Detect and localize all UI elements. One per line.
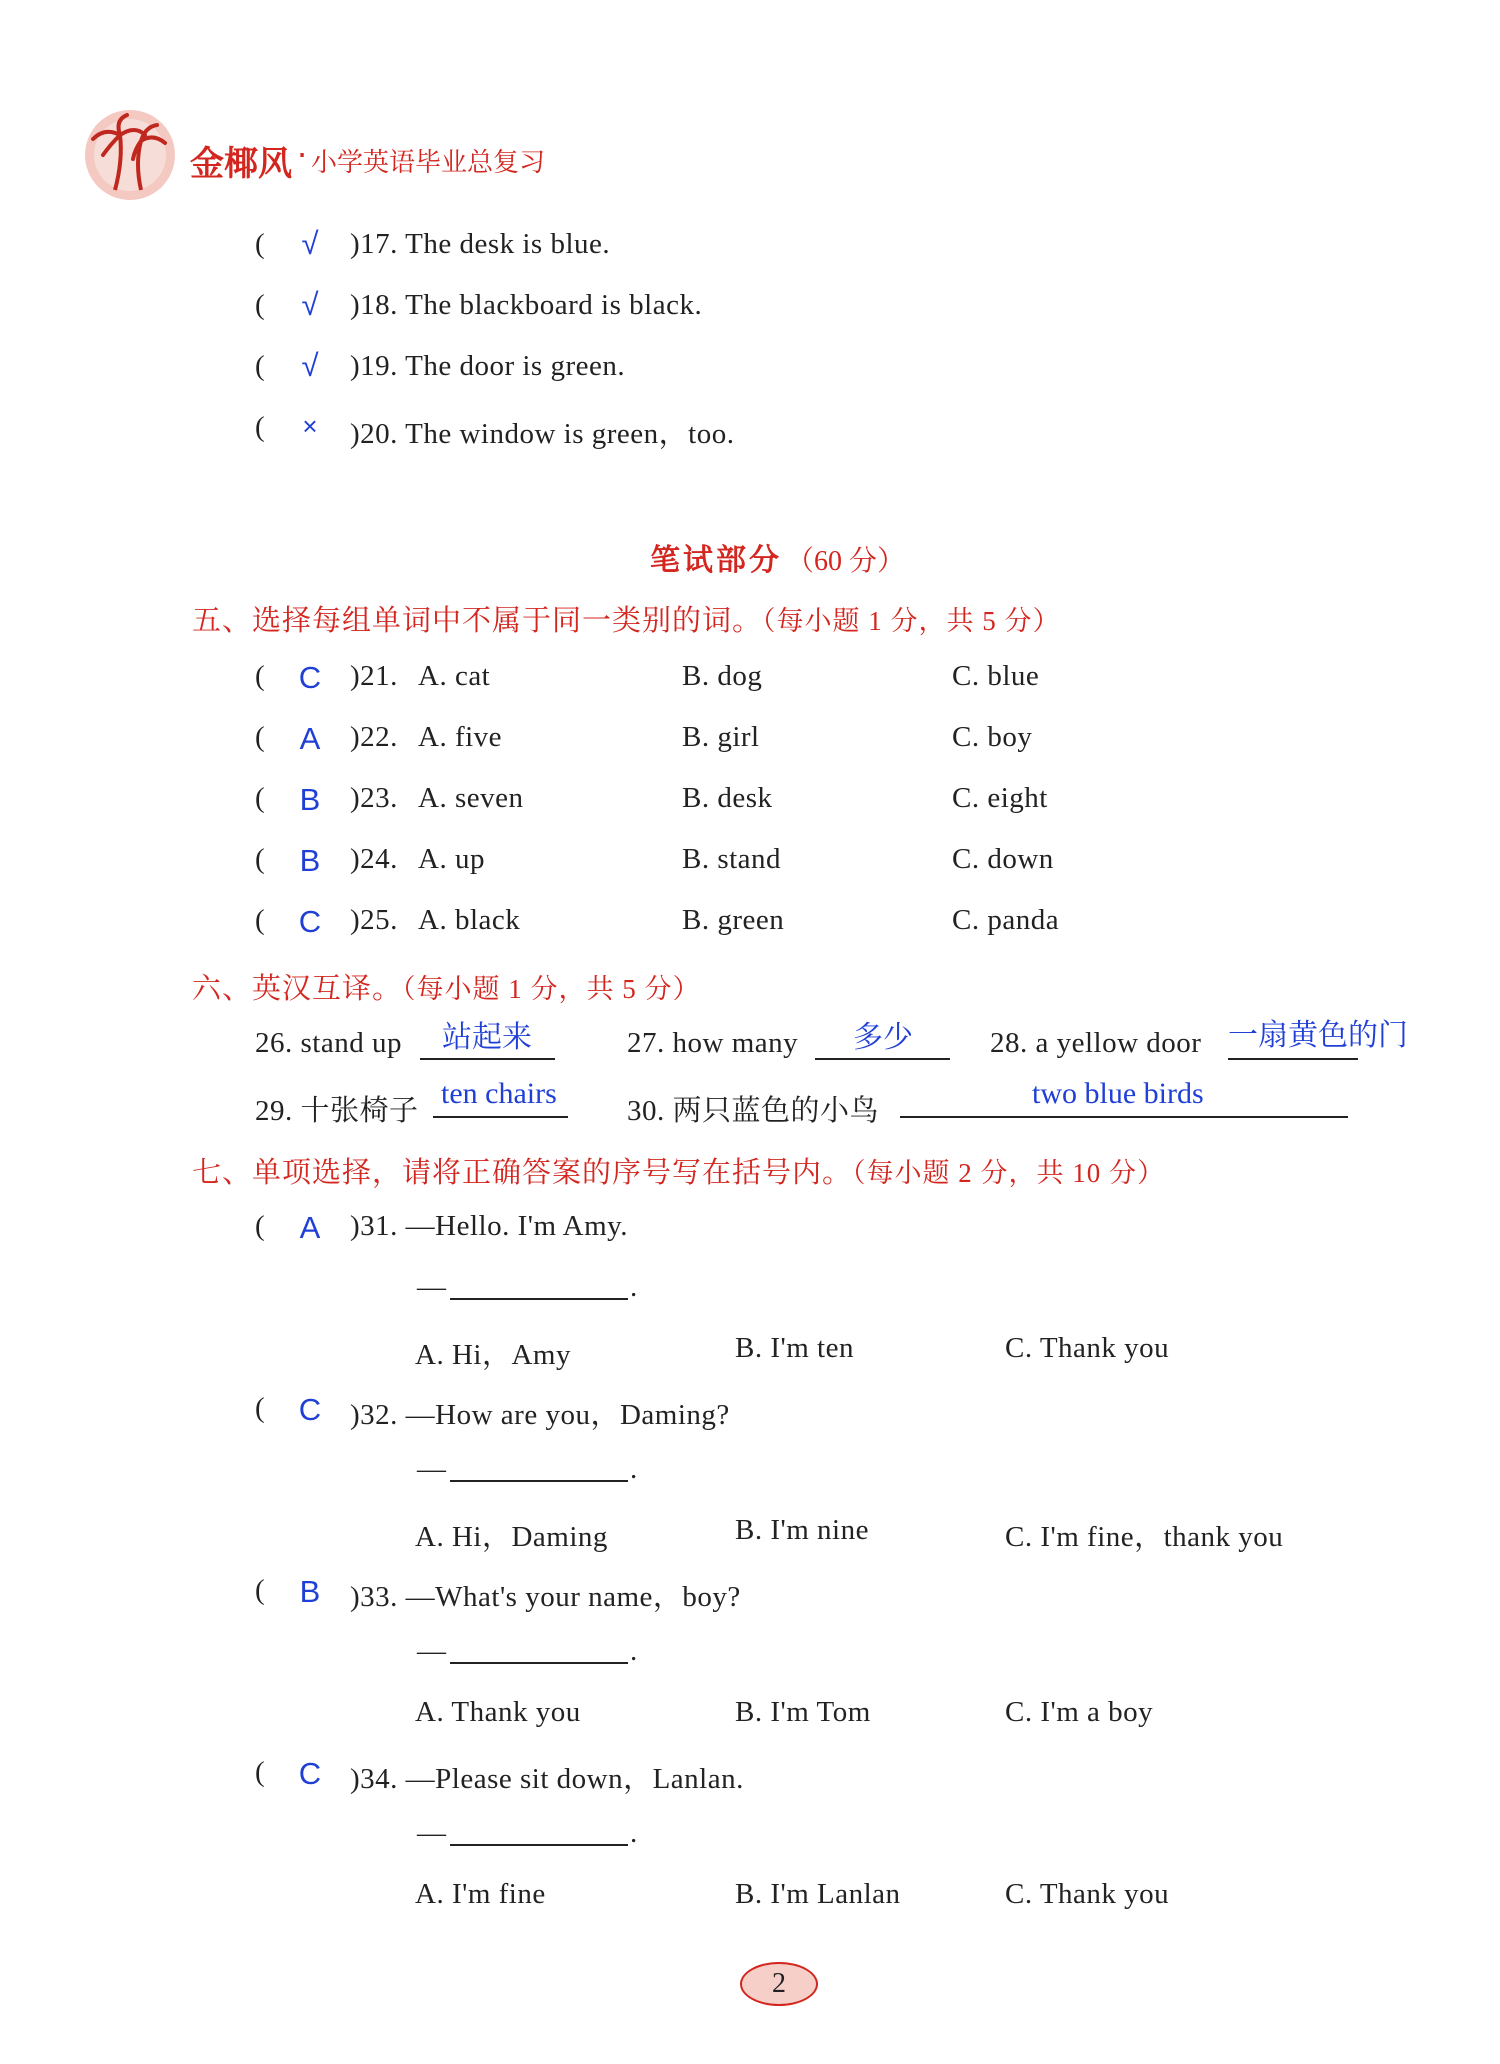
question-26: 26. stand up (255, 1027, 402, 1059)
answer-blank-30 (900, 1116, 1348, 1118)
reply-period: . (630, 1817, 638, 1849)
item-number: )22. (350, 721, 398, 753)
brand-dot: · (297, 136, 308, 174)
option-a: A. cat (418, 660, 491, 692)
page-number: 2 (772, 1968, 786, 1999)
answer-letter: A (299, 1210, 321, 1245)
option-b: B. green (682, 904, 785, 936)
option-c: C. I'm fine，thank you (1005, 1521, 1284, 1553)
reply-dash: — (417, 1453, 447, 1485)
answer-letter: C (298, 1392, 322, 1427)
option-c: C. I'm a boy (1005, 1696, 1154, 1728)
option-a: A. five (418, 721, 503, 753)
answer-30: two blue birds (1032, 1077, 1204, 1110)
item-number: )23. (350, 782, 398, 814)
answer-mark: √ (301, 348, 319, 383)
listening-item: )20. The window is green，too. (350, 418, 735, 450)
brand-name: 金椰风 (190, 144, 292, 184)
option-a: A. Hi，Daming (415, 1521, 608, 1553)
question-31: )31. —Hello. I'm Amy. (350, 1210, 629, 1242)
paren: ( (255, 350, 265, 382)
reply-period: . (630, 1271, 638, 1303)
section5-title-text: 五、选择每组单词中不属于同一类别的词。 (192, 603, 763, 637)
listening-item: )19. The door is green. (350, 350, 626, 382)
question-32: )32. —How are you，Daming? (350, 1399, 730, 1431)
option-a: A. Thank you (415, 1696, 581, 1728)
option-b: B. I'm Tom (735, 1696, 871, 1728)
header (75, 100, 595, 210)
question-27: 27. how many (627, 1027, 799, 1059)
item-number: )25. (350, 904, 398, 936)
section7-title-text: 七、单项选择，请将正确答案的序号写在括号内。 (192, 1155, 853, 1189)
option-c: C. panda (952, 904, 1060, 936)
question-28: 28. a yellow door (990, 1027, 1202, 1059)
answer-mark: √ (301, 226, 319, 261)
option-c: C. down (952, 843, 1054, 875)
option-b: B. desk (682, 782, 773, 814)
option-b: B. I'm Lanlan (735, 1878, 901, 1910)
paren: ( (255, 228, 265, 260)
answer-28: 一扇黄色的门 (1228, 1019, 1408, 1052)
item-number: )21. (350, 660, 398, 692)
answer-mark: × (302, 411, 318, 441)
option-b: B. I'm ten (735, 1332, 854, 1364)
answer-letter: B (299, 843, 321, 878)
answer-letter: C (298, 904, 322, 939)
answer-mark: √ (301, 287, 319, 322)
listening-item: )17. The desk is blue. (350, 228, 611, 260)
option-b: B. I'm nine (735, 1514, 869, 1546)
answer-blank-28 (1228, 1058, 1358, 1060)
option-a: A. I'm fine (415, 1878, 546, 1910)
reply-blank (450, 1480, 628, 1482)
section6-score: （每小题 1 分，共 5 分） (402, 974, 701, 1004)
option-a: A. seven (418, 782, 524, 814)
paren: ( (255, 843, 265, 875)
question-34: )34. —Please sit down，Lanlan. (350, 1763, 744, 1795)
section6-title (192, 966, 701, 1007)
written-score: （60 分） (786, 546, 906, 577)
reply-dash: — (417, 1635, 447, 1667)
answer-letter: B (299, 1574, 321, 1609)
reply-dash: — (417, 1271, 447, 1303)
reply-dash: — (417, 1817, 447, 1849)
reply-blank (450, 1298, 628, 1300)
section7-title (192, 1150, 1165, 1191)
section5-score: （每小题 1 分，共 5 分） (762, 606, 1061, 636)
paren: ( (255, 289, 265, 321)
answer-letter: C (298, 660, 322, 695)
answer-blank-29 (433, 1116, 568, 1118)
paren: ( (255, 660, 265, 692)
listening-item: )18. The blackboard is black. (350, 289, 703, 321)
reply-period: . (630, 1635, 638, 1667)
written-part-title (650, 535, 905, 579)
option-c: C. eight (952, 782, 1048, 814)
option-a: A. black (418, 904, 521, 936)
answer-29: ten chairs (441, 1077, 557, 1110)
answer-letter: C (298, 1756, 322, 1791)
paren: ( (255, 1210, 265, 1242)
paren: ( (255, 1574, 265, 1606)
option-c: C. Thank you (1005, 1878, 1170, 1910)
paren: ( (255, 1392, 265, 1424)
option-c: C. boy (952, 721, 1033, 753)
question-33: )33. —What's your name，boy? (350, 1581, 741, 1613)
paren: ( (255, 904, 265, 936)
paren: ( (255, 721, 265, 753)
option-a: A. up (418, 843, 485, 875)
reply-blank (450, 1844, 628, 1846)
palm-tree-logo (75, 105, 185, 205)
page-number-badge (740, 1962, 818, 2006)
header-subtitle: 小学英语毕业总复习 (311, 148, 546, 178)
answer-letter: B (299, 782, 321, 817)
answer-blank-27 (815, 1058, 950, 1060)
reply-blank (450, 1662, 628, 1664)
option-c: C. Thank you (1005, 1332, 1170, 1364)
option-b: B. dog (682, 660, 763, 692)
section7-score: （每小题 2 分，共 10 分） (852, 1158, 1166, 1188)
option-a: A. Hi，Amy (415, 1339, 571, 1371)
paren: ( (255, 782, 265, 814)
section5-title (192, 598, 1061, 639)
answer-27: 多少 (853, 1021, 913, 1054)
question-30: 30. 两只蓝色的小鸟 (627, 1095, 880, 1127)
option-c: C. blue (952, 660, 1040, 692)
reply-period: . (630, 1453, 638, 1485)
section6-title-text: 六、英汉互译。 (192, 971, 403, 1005)
paren: ( (255, 1756, 265, 1788)
written-title-text: 笔试部分 (650, 543, 782, 578)
answer-26: 站起来 (442, 1021, 532, 1054)
answer-blank-26 (420, 1058, 555, 1060)
question-29: 29. 十张椅子 (255, 1095, 419, 1127)
paren: ( (255, 411, 265, 443)
item-number: )24. (350, 843, 398, 875)
option-b: B. girl (682, 721, 760, 753)
option-b: B. stand (682, 843, 782, 875)
answer-letter: A (299, 721, 321, 756)
